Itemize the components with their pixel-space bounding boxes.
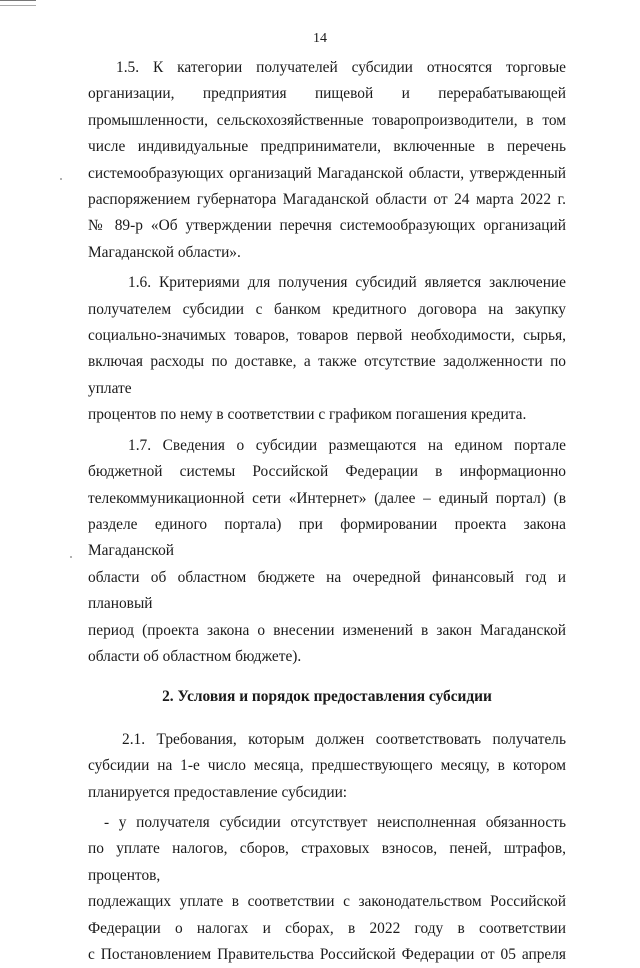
text-line: процентов по нему в соответствии с графиком погашения кредита. (88, 406, 527, 424)
paragraph-1-6 (88, 270, 566, 428)
text-line: Федерации о налогах и сборах, в 2022 году в соответствии (88, 919, 566, 937)
requirement-item (88, 810, 566, 968)
text-line: области об областном бюджете). (88, 647, 302, 665)
document-body (88, 55, 566, 968)
text-line: субсидии на 1-е число месяца, предшествующего месяцу, в котором (88, 757, 566, 775)
text-line: числе индивидуальные предприниматели, включенные в перечень (88, 138, 566, 156)
text-line: социально-значимых товаров, товаров первой необходимости, сырья, (88, 327, 566, 345)
paragraph-2-1 (88, 727, 566, 806)
text-line: 2.1. Требования, которым должен соответствовать получатель (122, 730, 566, 748)
text-line: включая расходы по доставке, а также отсутствие задолженности по уплате (88, 353, 566, 397)
text-line: с Постановлением Правительства Российской Федерации от 05 апреля (88, 946, 566, 963)
text-line: системообразующих организаций Магаданской области, утвержденный (88, 164, 566, 182)
text-line: распоряжением губернатора Магаданской области от 24 марта 2022 г. (88, 191, 566, 209)
text-line: Магаданской области». (88, 243, 241, 261)
text-line: промышленности, сельскохозяйственные товаропроизводители, в том (88, 111, 566, 129)
text-line: 1.7. Сведения о субсидии размещаются на едином портале (128, 436, 566, 454)
text-line: телекоммуникационной сети «Интернет» (далее – единый портал) (в (88, 489, 566, 507)
scan-corner-mark (0, 0, 36, 6)
text-line: № 89-р «Об утверждении перечня системообразующих организаций (88, 217, 566, 235)
text-line: период (проекта закона о внесении изменений в закон Магаданской (88, 621, 566, 639)
text-line: бюджетной системы Российской Федерации в информационно (88, 463, 566, 481)
scan-speck (70, 556, 72, 558)
text-line: организации, предприятия пищевой и перерабатывающей (88, 85, 566, 103)
text-line: по уплате налогов, сборов, страховых взносов, пеней, штрафов, процентов, (88, 840, 566, 884)
text-line: 1.5. К категории получателей субсидии относятся торговые (116, 59, 566, 76)
text-line: - у получателя субсидии отсутствует неисполненная обязанность (104, 813, 566, 831)
text-line: области об областном бюджете на очередной финансовый год и плановый (88, 568, 566, 613)
section-heading: 2. Условия и порядок предоставления субсидии (162, 688, 492, 706)
text-line: подлежащих уплате в соответствии с законодательством Российской (88, 893, 566, 911)
page-number: 14 (313, 31, 327, 46)
text-line: получателем субсидии с банком кредитного договора на закупку (88, 300, 566, 318)
text-line: 1.6. Критериями для получения субсидий является заключение (128, 274, 566, 292)
paragraph-1-7 (88, 433, 566, 671)
scan-speck (60, 178, 62, 180)
text-line: планируется предоставление субсидии: (88, 783, 348, 801)
paragraph-1-5 (88, 55, 566, 266)
text-line: разделе единого портала) при формировании проекта закона Магаданской (88, 515, 566, 560)
